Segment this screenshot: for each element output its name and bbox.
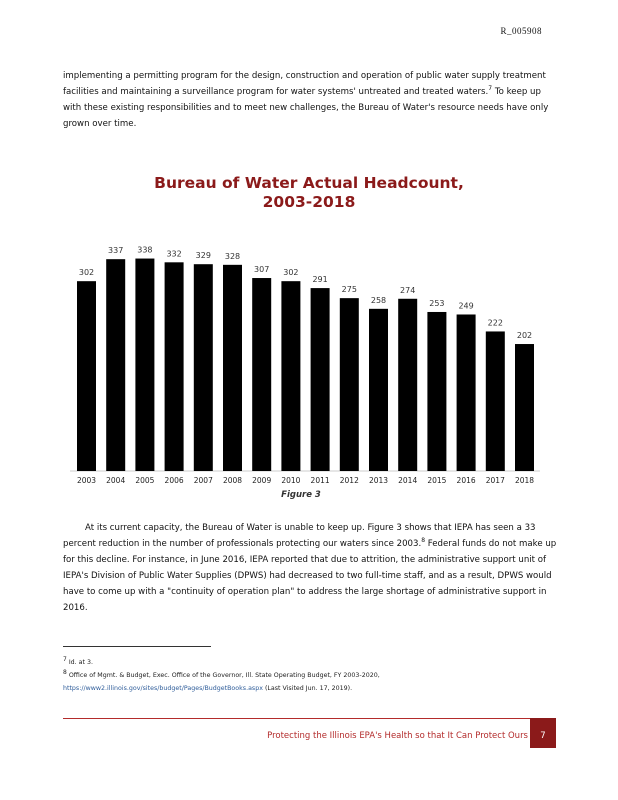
footnote-ref[interactable]: 8 <box>421 537 426 545</box>
x-tick-label-2007: 2007 <box>193 476 213 485</box>
data-label-2006: 332 <box>166 249 182 259</box>
footnote-ref[interactable]: 7 <box>488 85 493 93</box>
bar-2012 <box>340 298 359 471</box>
bar-2006 <box>165 262 184 471</box>
data-label-2004: 337 <box>108 246 124 256</box>
data-label-2003: 302 <box>78 268 95 278</box>
x-tick-label-2003: 2003 <box>76 476 97 485</box>
bar-2005 <box>135 259 154 471</box>
footer-divider <box>63 718 556 719</box>
bar-2018 <box>515 344 534 471</box>
paragraph-text: At its current capacity, the Bureau of Water is unable to keep up. Figure 3 shows that IEPA has seen a 33 percent reduction in the number of professionals protecting our waters since 2003. <box>63 523 536 549</box>
x-tick-label-2013: 2013 <box>368 476 389 485</box>
footnote-8 <box>63 669 558 695</box>
bar-2011 <box>311 288 330 471</box>
footnote-text-after: (Last Visited Jun. 17, 2019). <box>262 685 353 692</box>
figure-caption: Figure 3 <box>281 490 321 500</box>
bar-2009 <box>252 278 271 471</box>
data-label-2014: 274 <box>400 285 416 295</box>
x-tick-label-2016: 2016 <box>456 476 476 485</box>
x-tick-label-2018: 2018 <box>514 476 535 485</box>
data-label-2016: 249 <box>458 301 474 311</box>
bar-2008 <box>223 265 242 471</box>
footnote-number: 7 <box>63 655 67 663</box>
x-tick-label-2008: 2008 <box>222 476 243 485</box>
data-label-2015: 253 <box>429 298 445 308</box>
bar-2010 <box>281 281 300 471</box>
bar-2004 <box>106 259 125 471</box>
data-label-2007: 329 <box>195 251 211 261</box>
chart-title-line-1: Bureau of Water Actual Headcount, <box>154 174 464 192</box>
footnotes <box>63 656 558 695</box>
x-tick-label-2014: 2014 <box>398 476 418 485</box>
bar-2013 <box>369 309 388 471</box>
footnote-divider <box>63 646 211 647</box>
data-label-2005: 338 <box>137 245 153 255</box>
x-tick-label-2009: 2009 <box>252 476 272 485</box>
x-tick-label-2005: 2005 <box>135 476 155 485</box>
x-tick-label-2004: 2004 <box>106 476 126 485</box>
paragraph-text-continued: To keep up with these existing responsibilities and to meet new challenges, the Bureau of Water's resource needs have only grown over time. <box>63 87 549 129</box>
footer-title: Protecting the Illinois EPA's Health so that It Can Protect Ours <box>267 731 528 741</box>
data-label-2018: 202 <box>516 331 533 341</box>
x-tick-label-2006: 2006 <box>164 476 184 485</box>
data-label-2012: 275 <box>341 285 357 295</box>
data-label-2017: 222 <box>487 318 503 328</box>
footnote-7 <box>63 656 558 669</box>
x-tick-label-2011: 2011 <box>310 476 330 485</box>
footnote-text: Office of Mgmt. & Budget, Exec. Office of the Governor, Ill. State Operating Budget, FY 2003-2020, <box>66 672 380 679</box>
data-label-2008: 328 <box>224 251 241 261</box>
page-number: 7 <box>540 731 546 741</box>
footnote-number: 8 <box>63 668 67 676</box>
bar-2014 <box>398 299 417 471</box>
body-paragraph-2 <box>63 520 558 616</box>
x-tick-label-2012: 2012 <box>339 476 359 485</box>
bar-2017 <box>486 331 505 471</box>
footnote-text: Id. at 3. <box>66 659 94 666</box>
x-tick-label-2015: 2015 <box>427 476 447 485</box>
bates-number: R_005908 <box>500 26 542 36</box>
data-label-2013: 258 <box>370 295 387 305</box>
chart-title-line-2: 2003-2018 <box>262 193 356 211</box>
bar-2007 <box>194 264 213 471</box>
bar-2003 <box>77 281 96 471</box>
bar-2016 <box>457 314 476 471</box>
data-label-2009: 307 <box>254 265 270 275</box>
bar-2015 <box>427 312 446 471</box>
x-tick-label-2010: 2010 <box>281 476 301 485</box>
data-label-2011: 291 <box>312 275 328 285</box>
budget-link[interactable]: https://www2.illinois.gov/sites/budget/Pages/BudgetBooks.aspx <box>63 685 263 692</box>
data-label-2010: 302 <box>283 268 299 278</box>
paragraph-text-continued: Federal funds do not make up for this decline. For instance, in June 2016, IEPA reported that due to attrition, the administrative support unit of IEPA's Division of Public Water Supplies (DPWS) had decreased to two full-time staff, and as a result, DPWS would have to come up with a "continuity of operation plan" to address the large shortage of administrative support in 2016. <box>63 539 557 613</box>
x-tick-label-2017: 2017 <box>485 476 505 485</box>
paragraph-text: implementing a permitting program for the design, construction and operation of public water supply treatment facilities and maintaining a surveillance program for water systems' untreated and treated waters. <box>63 71 546 97</box>
